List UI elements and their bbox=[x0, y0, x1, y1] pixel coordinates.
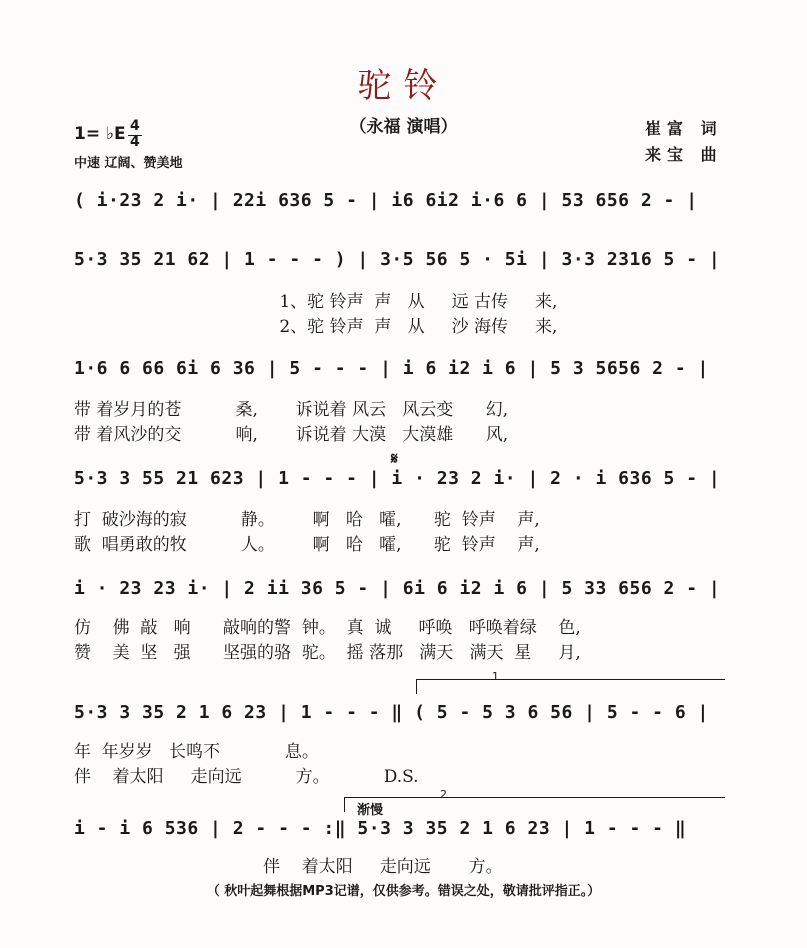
first-ending-bracket bbox=[416, 679, 725, 694]
tempo-change-marking: 渐慢 bbox=[357, 803, 384, 818]
music-line-1: ( i·23 2 i· | 22i 636 5 - | i6 6i2 i·6 6 | 53 656 2 - | bbox=[74, 190, 698, 211]
time-signature-bottom: 4 bbox=[130, 134, 140, 150]
music-line-4: 5·3 3 55 21 623 | 1 - - - | i · 23 2 i· | 2 · i 636 5 - | bbox=[74, 468, 721, 489]
key-signature: 1= ♭E bbox=[74, 124, 126, 144]
lyrics-line-1: 1、驼 铃声 声 从 远 古传 来, bbox=[74, 292, 558, 312]
lyrics-line-6: 歌 唱勇敢的牧 人。 啊 哈 嚯, 驼 铃声 声, bbox=[74, 535, 540, 555]
lyrics-line-11: 伴 着太阳 走向远 方。 bbox=[74, 857, 503, 877]
song-title: 驼铃 bbox=[357, 66, 450, 106]
segno-sign: 𝄋 bbox=[391, 449, 398, 468]
performer-subtitle: （永福 演唱） bbox=[349, 117, 458, 137]
lyrics-line-10: 伴 着太阳 走向远 方。 D.S. bbox=[74, 767, 419, 787]
music-line-7: i - i 6 536 | 2 - - - :‖ 5·3 3 35 2 1 6 23 | 1 - - - ‖ bbox=[74, 818, 687, 839]
lyrics-line-3: 带 着岁月的苍 桑, 诉说着 风云 风云变 幻, bbox=[74, 400, 509, 420]
lyricist-credit: 崔富 词 bbox=[645, 119, 723, 138]
lyrics-line-2: 2、驼 铃声 声 从 沙 海传 来, bbox=[74, 317, 558, 337]
second-ending-bracket bbox=[344, 797, 725, 812]
time-signature-top: 4 bbox=[130, 118, 140, 134]
first-ending-number: 1 bbox=[492, 670, 499, 683]
composer-credit: 来宝 曲 bbox=[645, 145, 723, 164]
lyrics-line-5: 打 破沙海的寂 静。 啊 哈 嚯, 驼 铃声 声, bbox=[74, 510, 540, 530]
lyrics-line-8: 赞 美 坚 强 坚强的骆 驼。 摇 落那 满天 满天 星 月, bbox=[74, 643, 581, 663]
lyrics-line-4: 带 着风沙的交 响, 诉说着 大漠 大漠雄 风, bbox=[74, 425, 509, 445]
second-ending-number: 2 bbox=[440, 788, 447, 801]
transcription-note: （ 秋叶起舞根据MP3记谱，仅供参考。错误之处，敬请批评指正。） bbox=[206, 884, 601, 899]
lyrics-line-9: 年 年岁岁 长鸣不 息。 bbox=[74, 742, 319, 762]
music-line-6: 5·3 3 35 2 1 6 23 | 1 - - - ‖ ( 5 - 5 3 6 56 | 5 - - 6 | bbox=[74, 702, 709, 723]
tempo-marking: 中速 辽阔、赞美地 bbox=[74, 156, 183, 171]
music-line-5: i · 23 23 i· | 2 ii 36 5 - | 6i 6 i2 i 6 | 5 33 656 2 - | bbox=[74, 578, 721, 599]
lyrics-line-7: 仿 佛 敲 响 敲响的警 钟。 真 诚 呼唤 呼唤着绿 色, bbox=[74, 618, 581, 638]
music-line-3: 1·6 6 66 6i 6 36 | 5 - - - | i 6 i2 i 6 | 5 3 5656 2 - | bbox=[74, 358, 709, 379]
music-line-2: 5·3 35 21 62 | 1 - - - ) | 3·5 56 5 · 5i | 3·3 2316 5 - | bbox=[74, 249, 721, 270]
